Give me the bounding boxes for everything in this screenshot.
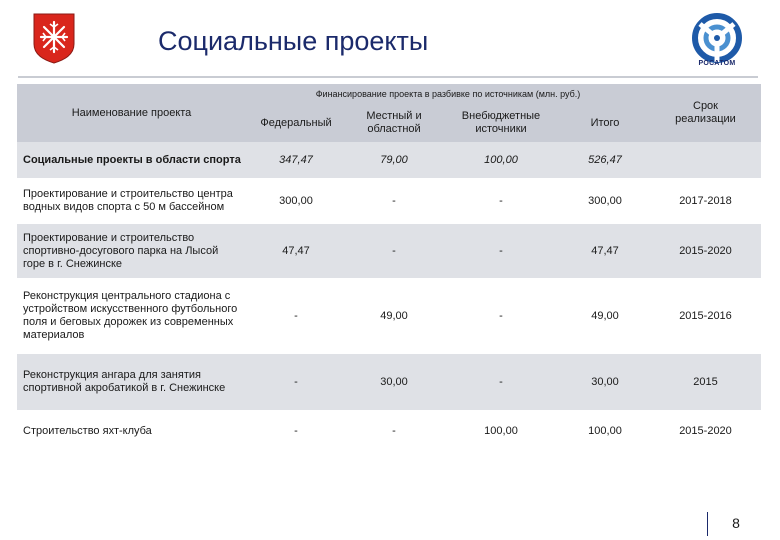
table-cell-federal: 47,47 [246,224,346,278]
rosatom-logo-text: РОСАТОМ [698,60,736,67]
table-cell-local: - [392,194,396,207]
header-term-cell [650,84,761,142]
header-federal-cell [246,104,346,142]
header-group-label: Финансирование проекта в разбивке по источникам (млн. руб.) [315,88,581,99]
table-cell-local: - [346,224,442,278]
header-federal-label: Федеральный [260,116,332,129]
projects-table [17,84,761,448]
table-cell-total: 49,00 [591,309,619,322]
header-name-label: Наименование проекта [71,106,192,119]
table-row-name: Проектирование и строительство спортивно-досугового парка на Лысой горе в г. Снежинске [17,224,246,278]
table-cell-local: - [392,424,396,437]
table-row-name: Реконструкция ангара для занятия спортивной акробатикой в г. Снежинске [17,354,246,410]
table-cell-total: 30,00 [560,354,650,410]
table-cell-total: 100,00 [588,424,622,437]
table-cell-total: 526,47 [560,142,650,178]
table-cell-federal: - [294,309,298,322]
table-cell-term: 2017-2018 [679,194,732,207]
table-cell-term: 2015-2020 [679,424,732,437]
table-cell-extra: 100,00 [484,424,518,437]
header-group-cell [246,84,650,104]
table-cell-federal: 300,00 [279,194,313,207]
header-extra-label: Внебюджетные источники [461,110,541,135]
header-local-cell [346,104,442,142]
header-total-label: Итого [590,116,620,129]
table-cell-local: 79,00 [346,142,442,178]
table-cell-extra: - [442,224,560,278]
coat-of-arms-icon [32,12,76,64]
table-row-name: Проектирование и строительство центра водных видов спорта с 50 м бассейном [23,188,233,213]
table-cell-federal: - [246,354,346,410]
table-cell-federal: - [294,424,298,437]
header-term-label: Срок реализации [675,100,736,125]
header-name-cell [17,84,246,142]
table-cell-extra: - [499,309,503,322]
table-cell-term: 2015-2016 [679,309,732,322]
title-divider [18,76,758,78]
table-cell-term: 2015 [650,354,761,410]
table-cell-federal: 347,47 [246,142,346,178]
table-cell-local: 30,00 [346,354,442,410]
header-total-cell [560,104,650,142]
table-cell-local: 49,00 [380,309,408,322]
table-row-name: Строительство яхт-клуба [23,424,152,437]
table-cell-total: 47,47 [560,224,650,278]
table-cell-extra: - [499,194,503,207]
table-cell-term: 2015-2020 [650,224,761,278]
footer-divider [707,512,708,536]
table-cell-term [650,142,761,178]
header-extra-cell [442,104,560,142]
header-local-label: Местный и областной [366,110,422,135]
table-row-name: Реконструкция центрального стадиона с устройством искусственного футбольного поля и беговых дорожек из современных материалов [23,290,238,341]
page-title: Социальные проекты [158,26,429,56]
table-cell-extra: 100,00 [442,142,560,178]
table-cell-total: 300,00 [588,194,622,207]
table-cell-extra: - [442,354,560,410]
table-row-name: Социальные проекты в области спорта [17,142,246,178]
page-number: 8 [732,515,740,531]
